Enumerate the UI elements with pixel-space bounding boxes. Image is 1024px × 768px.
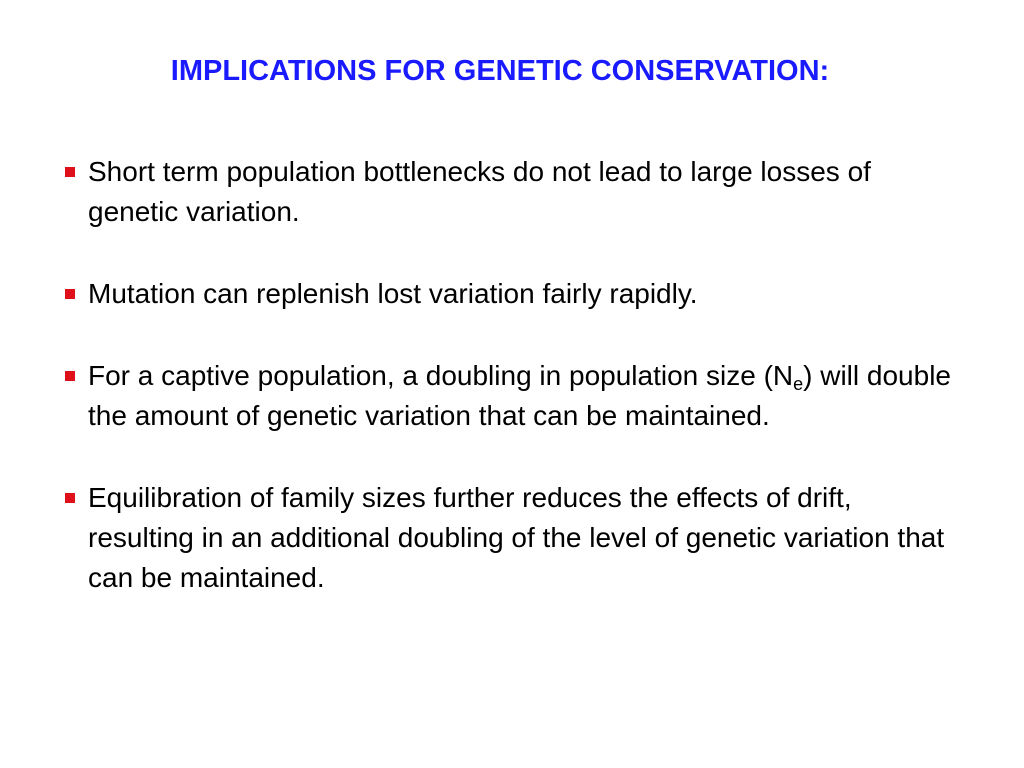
bullet-item bbox=[62, 152, 962, 232]
square-bullet-icon bbox=[65, 289, 75, 299]
bullet-text-before: For a captive population, a doubling in population size (N bbox=[88, 360, 794, 391]
bullet-text-after: ) will double the amount of genetic variation that can be maintained. bbox=[88, 360, 951, 431]
bullet-item bbox=[62, 274, 962, 314]
bullet-text: Equilibration of family sizes further reduces the effects of drift, resulting in an additional doubling of the level of genetic variation that can be maintained. bbox=[88, 482, 945, 593]
square-bullet-icon bbox=[65, 167, 75, 177]
slide-title: IMPLICATIONS FOR GENETIC CONSERVATION: bbox=[170, 55, 830, 87]
bullet-item bbox=[62, 478, 962, 598]
subscript-e: e bbox=[793, 374, 804, 394]
bullet-list bbox=[62, 152, 962, 640]
bullet-item bbox=[62, 356, 962, 436]
square-bullet-icon bbox=[65, 371, 75, 381]
square-bullet-icon bbox=[65, 493, 75, 503]
bullet-text: Mutation can replenish lost variation fairly rapidly. bbox=[88, 278, 698, 309]
bullet-text: Short term population bottlenecks do not lead to large losses of genetic variation. bbox=[88, 156, 871, 227]
bullet-text bbox=[88, 360, 951, 431]
